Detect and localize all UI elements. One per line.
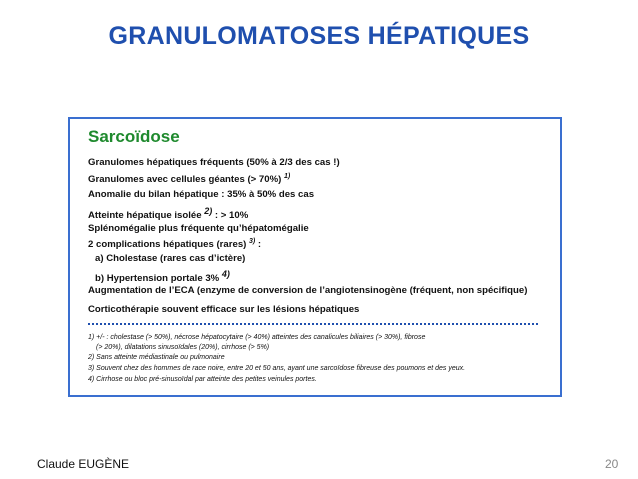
footnote-ref: 3)	[249, 238, 256, 245]
footnote-ref: 1)	[283, 173, 291, 180]
footnote-1: 1) +/- : cholestase (> 50%), nécrose hépatocytaire (> 40%) atteintes des canalicules biliaires (> 30%), fibrose	[88, 334, 426, 341]
dotted-divider	[88, 323, 538, 325]
line-corticotherapie: Corticothérapie souvent efficace sur les lésions hépatiques	[88, 304, 360, 315]
line-splenomegalie: Splénomégalie plus fréquente qu’hépatomégalie	[88, 223, 309, 234]
footnote-2: 2) Sans atteinte médiastinale ou pulmonaire	[88, 354, 225, 361]
line-text-suffix: :	[257, 239, 262, 251]
sarcoidose-box	[68, 117, 562, 397]
line-eca: Augmentation de l’ECA (enzyme de conversion de l’angiotensinogène (fréquent, non spécifique)	[88, 285, 528, 296]
page-number: 20	[605, 457, 619, 471]
footnote-4: 4) Cirrhose ou bloc pré-sinusoïdal par atteinte des petites veinules portes.	[88, 376, 317, 383]
footnote-ref: 4)	[221, 269, 230, 279]
box-heading: Sarcoïdose	[88, 127, 180, 146]
line-hypertension-portale	[95, 269, 230, 284]
line-text: 2 complications hépatiques (rares)	[88, 239, 247, 251]
line-text: Granulomes avec cellules géantes (> 70%)	[88, 174, 282, 186]
slide-title: GRANULOMATOSES HÉPATIQUES	[108, 22, 530, 50]
line-cellules-geantes	[88, 173, 290, 185]
author-name: Claude EUGÈNE	[37, 457, 130, 471]
line-cholestase: a) Cholestase (rares cas d’ictère)	[95, 253, 246, 264]
line-text: Atteinte hépatique isolée	[88, 210, 202, 222]
footnote-3: 3) Souvent chez des hommes de race noire, entre 20 et 50 ans, ayant une sarcoïdose fibreuse des poumons et des yeux.	[88, 365, 466, 372]
line-anomalie-bilan: Anomalie du bilan hépatique : 35% à 50% des cas	[88, 189, 315, 200]
line-atteinte-isolee	[88, 206, 248, 221]
line-granulomes-frequents: Granulomes hépatiques fréquents (50% à 2/3 des cas !)	[88, 157, 340, 168]
footnote-1-cont: (> 20%), dilatations sinusoïdales (20%), cirrhose (> 5%)	[96, 344, 270, 351]
line-text: b) Hypertension portale 3%	[95, 273, 220, 285]
line-text-suffix: : > 10%	[214, 210, 249, 222]
line-complications	[88, 238, 261, 250]
footnote-ref: 2)	[204, 206, 213, 216]
